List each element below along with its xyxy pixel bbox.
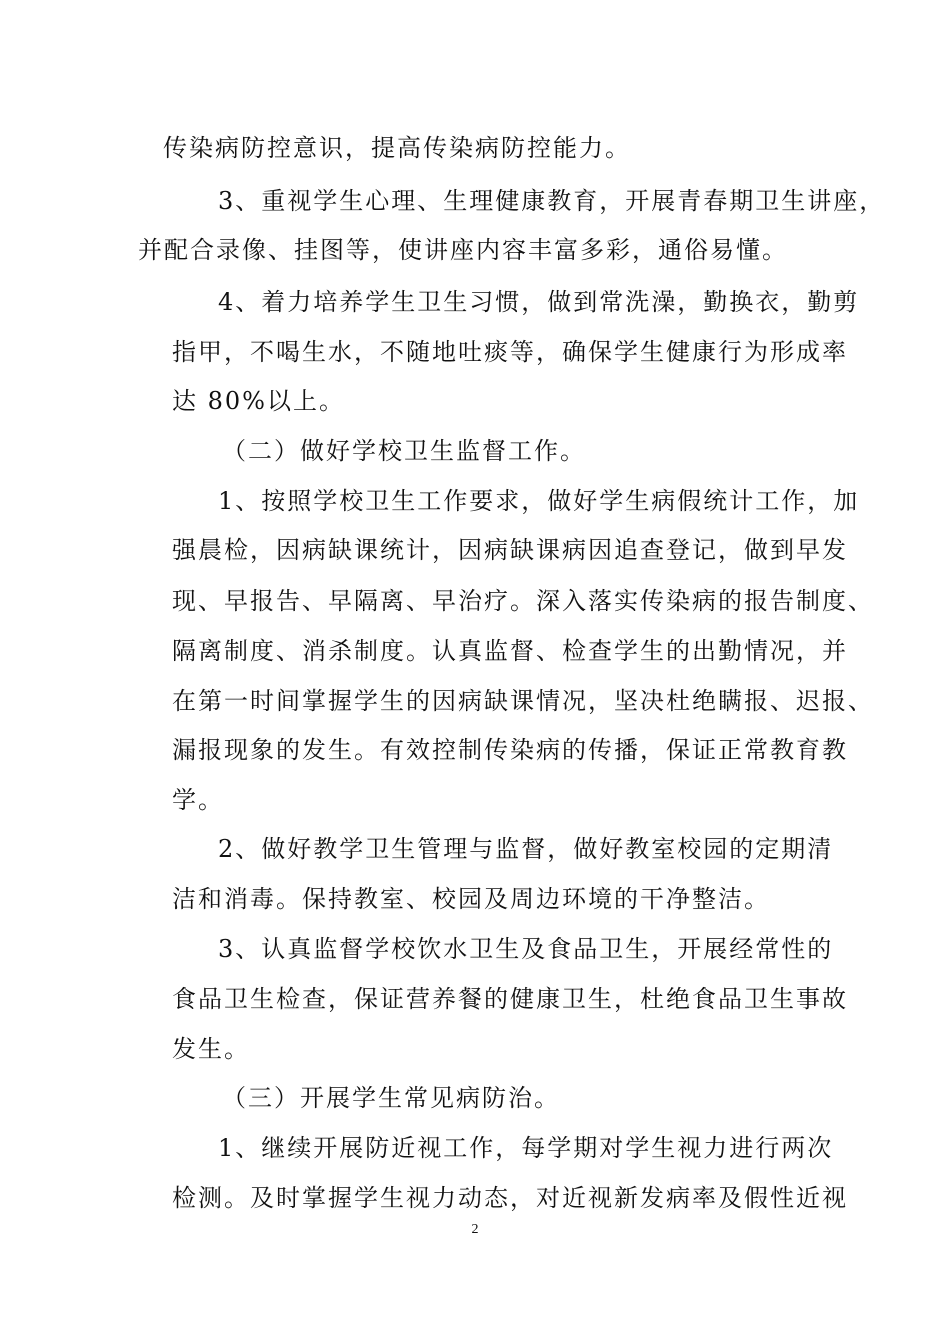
text-line: 在第一时间掌握学生的因病缺课情况，坚决杜绝瞒报、迟报、 bbox=[172, 687, 874, 715]
text-line: 食品卫生检查，保证营养餐的健康卫生，杜绝食品卫生事故 bbox=[172, 985, 848, 1013]
text-line: 漏报现象的发生。有效控制传染病的传播，保证正常教育教 bbox=[172, 736, 848, 764]
text-line: 1、继续开展防近视工作，每学期对学生视力进行两次 bbox=[218, 1134, 834, 1162]
text-line: 2、做好教学卫生管理与监督，做好教室校园的定期清 bbox=[218, 835, 834, 863]
section-heading: （二）做好学校卫生监督工作。 bbox=[222, 437, 586, 465]
text-line: 1、按照学校卫生工作要求，做好学生病假统计工作，加 bbox=[218, 487, 860, 515]
text-line: 洁和消毒。保持教室、校园及周边环境的干净整洁。 bbox=[172, 885, 770, 913]
section-heading: （三）开展学生常见病防治。 bbox=[222, 1084, 560, 1112]
text-line: 达 80%以上。 bbox=[172, 387, 345, 415]
page-number: 2 bbox=[471, 1222, 479, 1237]
text-line: 学。 bbox=[172, 786, 224, 814]
text-line: 隔离制度、消杀制度。认真监督、检查学生的出勤情况，并 bbox=[172, 637, 848, 665]
text-line: 3、认真监督学校饮水卫生及食品卫生，开展经常性的 bbox=[218, 935, 834, 963]
text-line: 检测。及时掌握学生视力动态，对近视新发病率及假性近视 bbox=[172, 1184, 848, 1212]
text-line: 指甲，不喝生水，不随地吐痰等，确保学生健康行为形成率 bbox=[172, 338, 848, 366]
text-line: 4、着力培养学生卫生习惯，做到常洗澡，勤换衣，勤剪 bbox=[218, 288, 860, 316]
text-line: 强晨检，因病缺课统计，因病缺课病因追查登记，做到早发 bbox=[172, 536, 848, 564]
text-line: 3、重视学生心理、生理健康教育，开展青春期卫生讲座， bbox=[218, 187, 886, 215]
text-line: 并配合录像、挂图等，使讲座内容丰富多彩，通俗易懂。 bbox=[138, 236, 788, 264]
text-line: 传染病防控意识，提高传染病防控能力。 bbox=[163, 134, 631, 162]
text-line: 现、早报告、早隔离、早治疗。深入落实传染病的报告制度、 bbox=[172, 587, 874, 615]
text-line: 发生。 bbox=[172, 1035, 250, 1063]
